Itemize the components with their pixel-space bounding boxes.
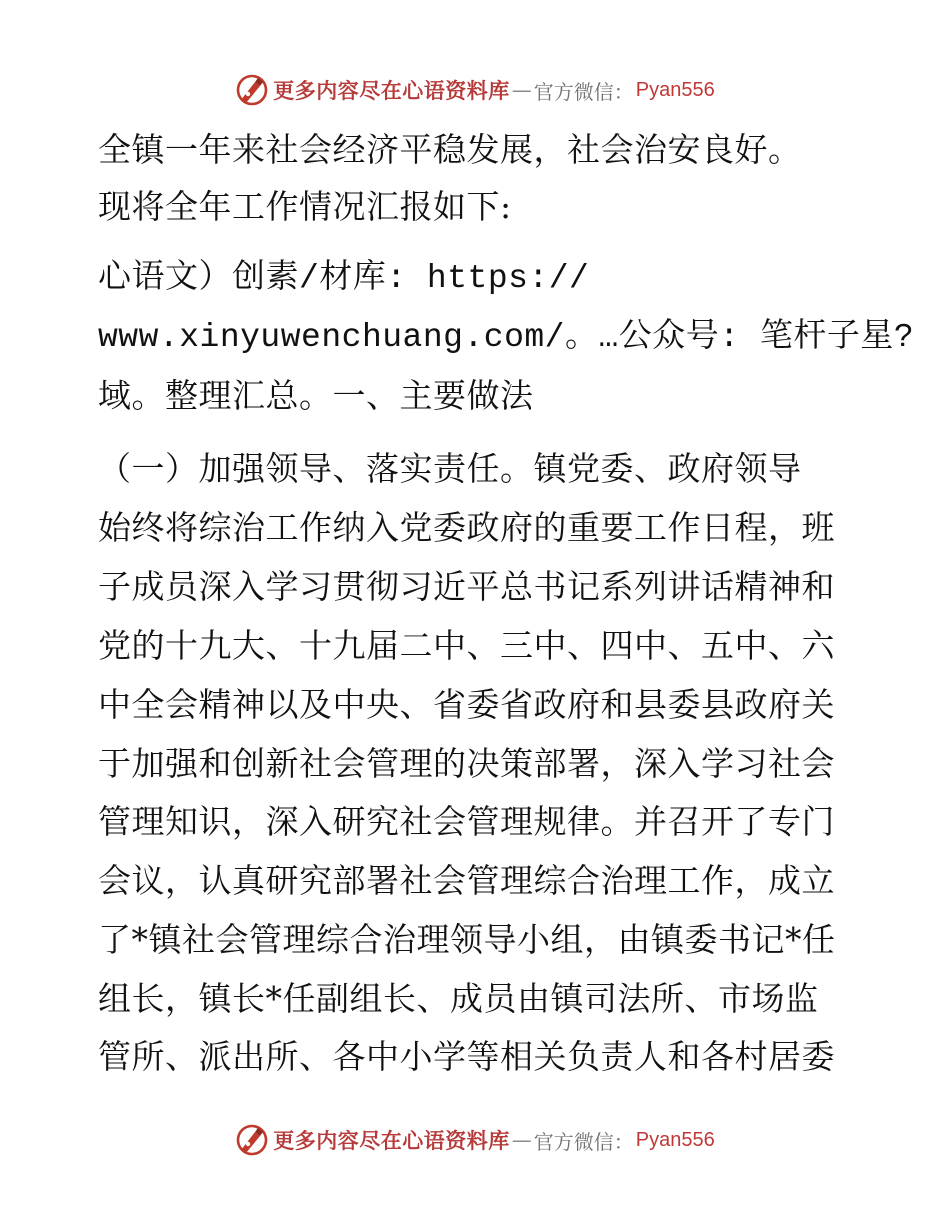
body-line-7: 始终将综治工作纳入党委政府的重要工作日程，班 [98,508,835,547]
body-line-12: 管理知识，深入研究社会管理规律。并召开了专门 [98,802,835,841]
banner-wechat-id: Pyan556 [635,1128,715,1151]
footer-watermark-banner [0,1120,950,1160]
body-line-2: 现将全年工作情况汇报如下: [98,187,512,226]
body-line-1: 全镇一年来社会经济平稳发展，社会治安良好。 [98,130,802,169]
body-line-3: 心语文）创素/材库: https:// [98,260,590,297]
banner-wechat-label: 官方微信： [533,79,634,104]
body-line-8: 子成员深入学习贯彻习近平总书记系列讲话精神和 [98,567,835,606]
pen-logo-icon [235,73,269,107]
banner-main-text: 更多内容尽在心语资料库 [273,78,510,103]
body-line-13: 会议，认真研究部署社会管理综合治理工作，成立 [98,861,835,900]
body-line-14: 了*镇社会管理综合治理领导小组，由镇委书记*任 [98,920,836,959]
banner-wechat-id: Pyan556 [635,78,715,101]
body-line-11: 于加强和创新社会管理的决策部署，深入学习社会 [98,744,835,783]
body-line-6: （一）加强领导、落实责任。镇党委、政府领导 [98,449,802,488]
header-watermark-banner [0,70,950,110]
banner-separator: — [511,1128,532,1152]
banner-separator: — [511,78,532,102]
pen-logo-icon [235,1123,269,1157]
body-line-16: 管所、派出所、各中小学等相关负责人和各村居委 [98,1037,835,1076]
body-line-4: www.xinyuwenchuang.com/。…公众号: 笔杆子星? [98,319,915,356]
banner-wechat-label: 官方微信： [533,1129,634,1154]
body-line-10: 中全会精神以及中央、省委省政府和县委县政府关 [98,685,835,724]
banner-main-text: 更多内容尽在心语资料库 [273,1128,510,1153]
body-line-9: 党的十九大、十九届二中、三中、四中、五中、六 [98,626,835,665]
body-line-5: 域。整理汇总。一、主要做法 [98,376,534,415]
body-line-15: 组长，镇长*任副组长、成员由镇司法所、市场监 [98,979,819,1018]
